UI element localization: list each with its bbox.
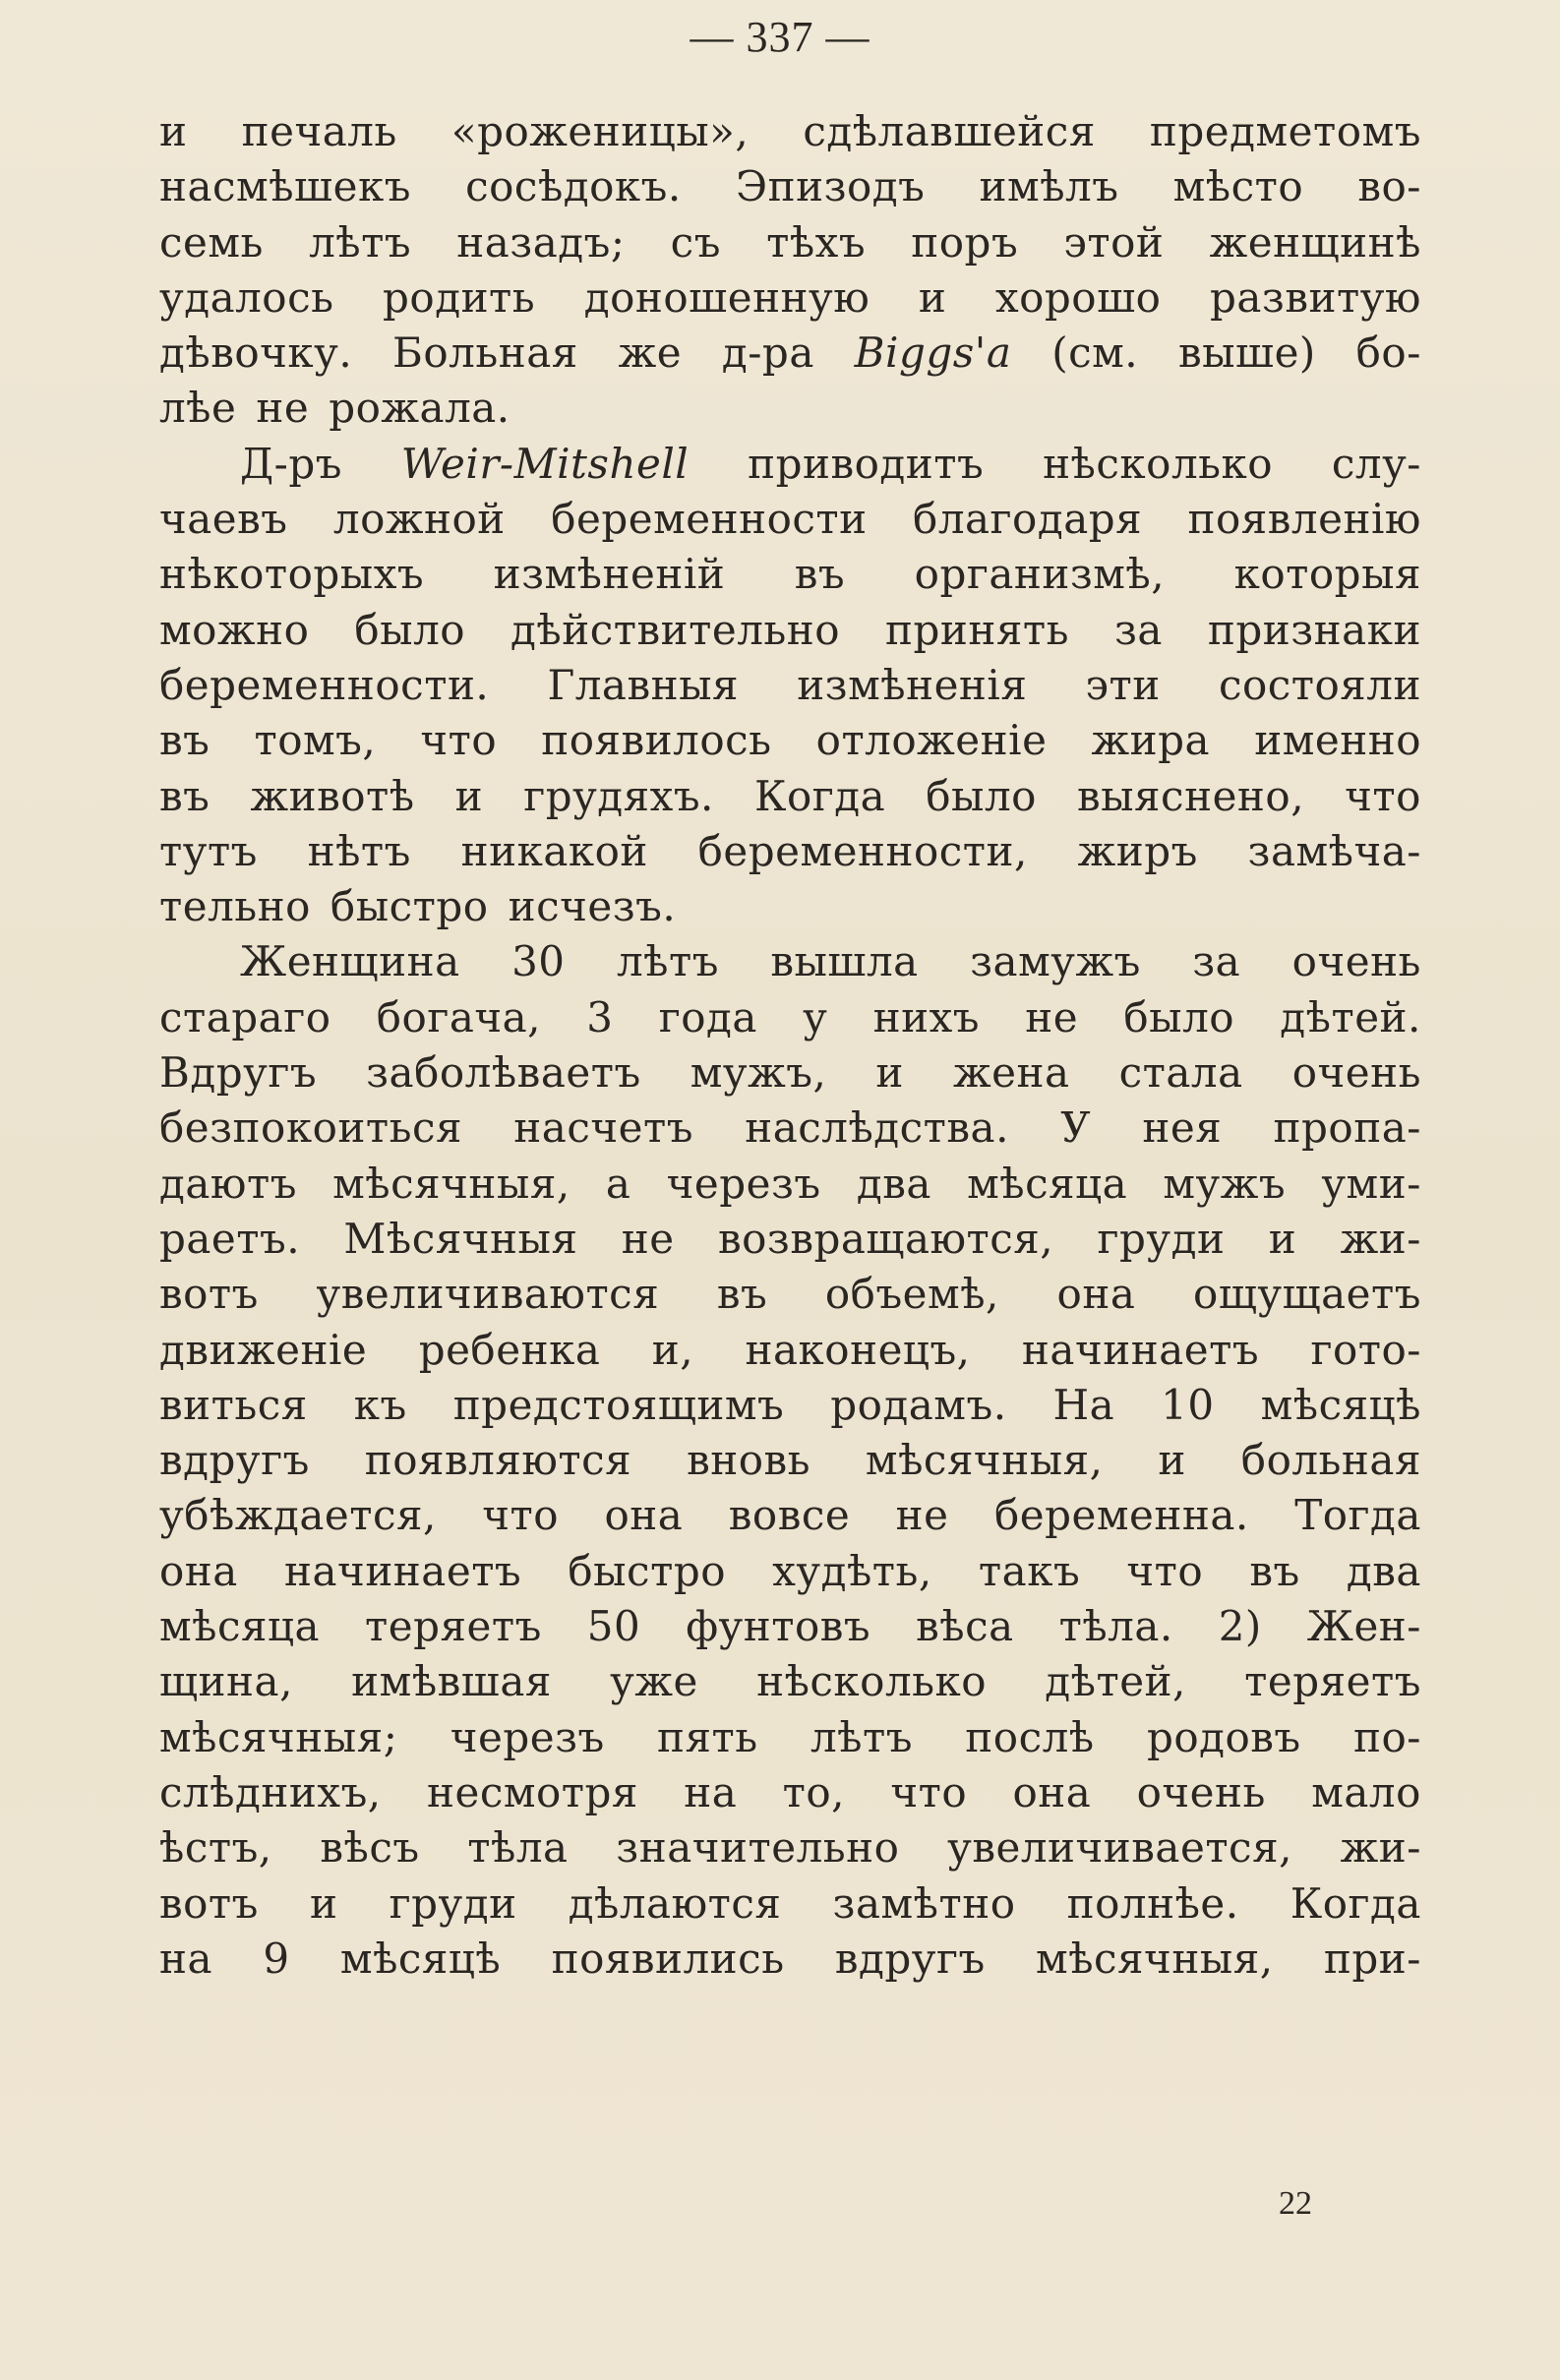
- word: Тогда: [1294, 1491, 1421, 1540]
- word: не: [256, 384, 310, 433]
- word: при-: [1323, 1934, 1421, 1983]
- word: за: [1113, 605, 1163, 654]
- word: виться: [159, 1380, 308, 1429]
- word: мужъ,: [690, 1048, 827, 1098]
- word: худѣть,: [772, 1546, 932, 1595]
- word: измѣненій: [493, 550, 726, 599]
- word: мѣсяцѣ: [1260, 1380, 1421, 1429]
- word: и: [310, 1878, 338, 1928]
- word: сдѣлавшейся: [803, 107, 1096, 155]
- text-line: [159, 326, 1421, 381]
- word: щина,: [159, 1657, 293, 1706]
- word: лѣе: [159, 384, 237, 433]
- word: Эпизодъ: [735, 162, 926, 211]
- word: два: [856, 1159, 931, 1208]
- word: на: [684, 1767, 738, 1816]
- text-line: [159, 547, 1421, 602]
- word: два: [1346, 1546, 1421, 1595]
- text-line: [159, 1488, 1421, 1543]
- word: появилось: [541, 716, 772, 765]
- word: уми-: [1321, 1159, 1421, 1208]
- word: никакой: [460, 826, 648, 875]
- text-line: [159, 1212, 1421, 1267]
- word: Когда: [1290, 1878, 1421, 1928]
- word: предстоящимъ: [452, 1380, 785, 1429]
- word: беременности: [551, 495, 868, 544]
- word: лѣтъ: [810, 1712, 913, 1761]
- word: въ: [159, 771, 210, 820]
- word: тельно: [159, 882, 311, 931]
- text-line: [159, 1267, 1421, 1322]
- word: вѣса: [916, 1602, 1014, 1651]
- word: (см.: [1051, 328, 1139, 378]
- word: Biggs'a: [854, 328, 1012, 378]
- word: она: [1012, 1767, 1092, 1816]
- text-line: [159, 934, 1421, 989]
- word: именно: [1254, 716, 1421, 765]
- word: было: [354, 605, 466, 654]
- word: Когда: [753, 771, 886, 820]
- word: что: [1345, 771, 1421, 820]
- text-line: [159, 1045, 1421, 1101]
- word: семь: [159, 217, 264, 267]
- word: насчетъ: [513, 1103, 693, 1153]
- word: она: [1056, 1270, 1136, 1319]
- word: развитую: [1210, 272, 1421, 322]
- word: черезъ: [666, 1159, 821, 1208]
- word: начинаетъ: [284, 1546, 522, 1595]
- word: имѣлъ: [979, 162, 1119, 211]
- word: мужъ: [1163, 1159, 1287, 1208]
- word: У: [1060, 1103, 1092, 1153]
- word: принять: [885, 605, 1069, 654]
- word: и: [159, 107, 188, 155]
- word: выше): [1177, 328, 1316, 378]
- word: замѣтно: [832, 1878, 1016, 1928]
- word: и,: [651, 1325, 694, 1374]
- word: рожала.: [329, 384, 510, 433]
- word: и: [875, 1048, 904, 1098]
- word: организмѣ,: [914, 550, 1166, 599]
- word: мало: [1311, 1767, 1421, 1816]
- word: Д-ръ: [240, 439, 342, 488]
- text-line: [159, 215, 1421, 270]
- word: нѣсколько: [1043, 439, 1274, 488]
- word: мѣсячныя;: [159, 1712, 398, 1761]
- word: этой: [1063, 217, 1165, 267]
- text-line: [159, 769, 1421, 824]
- text-line: [159, 1433, 1421, 1488]
- word: а: [605, 1159, 631, 1208]
- text-line: [159, 1101, 1421, 1156]
- word: груди: [389, 1878, 517, 1928]
- word: во-: [1357, 162, 1421, 211]
- word: тутъ: [159, 826, 258, 875]
- word: предметомъ: [1149, 107, 1421, 155]
- text-line: [159, 658, 1421, 713]
- word: очень: [1291, 1048, 1421, 1098]
- word: богача,: [376, 992, 542, 1041]
- word: благодаря: [913, 495, 1143, 544]
- text-line: [159, 1710, 1421, 1765]
- word: движеніе: [159, 1325, 368, 1374]
- word: мѣсто: [1172, 162, 1304, 211]
- word: за: [1192, 937, 1241, 986]
- word: наслѣдства.: [745, 1103, 1009, 1153]
- word: родовъ: [1146, 1712, 1301, 1761]
- text-line: [159, 603, 1421, 658]
- word: мѣсяца: [967, 1159, 1128, 1208]
- word: пропа-: [1273, 1103, 1421, 1153]
- word: жира: [1091, 716, 1211, 765]
- word: хорошо: [994, 272, 1162, 322]
- word: 50: [586, 1602, 641, 1651]
- word: вотъ: [159, 1878, 259, 1928]
- word: Жен-: [1306, 1602, 1421, 1651]
- word: стараго: [159, 992, 331, 1041]
- word: признаки: [1207, 605, 1421, 654]
- word: несмотря: [426, 1767, 638, 1816]
- word: появленію: [1187, 495, 1421, 544]
- word: было: [1123, 992, 1235, 1041]
- word: Вдругъ: [159, 1048, 318, 1098]
- word: увеличиваются: [316, 1270, 660, 1319]
- word: появляются: [364, 1436, 632, 1485]
- word: Главныя: [547, 660, 740, 709]
- word: вышла: [770, 937, 919, 986]
- word: то,: [782, 1767, 845, 1816]
- word: года: [658, 992, 757, 1041]
- word: 3: [586, 992, 614, 1041]
- word: къ: [353, 1380, 407, 1429]
- text-line: [159, 437, 1421, 492]
- word: нѣсколько: [756, 1657, 988, 1706]
- word: чаевъ: [159, 495, 288, 544]
- word: заболѣваетъ: [366, 1048, 641, 1098]
- word: наконецъ,: [745, 1325, 971, 1374]
- word: по-: [1352, 1712, 1421, 1761]
- word: послѣ: [965, 1712, 1095, 1761]
- word: теряетъ: [365, 1602, 542, 1651]
- word: поръ: [911, 217, 1019, 267]
- word: дѣтей.: [1280, 992, 1421, 1041]
- word: что: [890, 1767, 968, 1816]
- word: Женщина: [240, 937, 460, 986]
- word: родамъ.: [830, 1380, 1007, 1429]
- word: ощущаетъ: [1193, 1270, 1421, 1319]
- word: значительно: [616, 1823, 900, 1873]
- word: замужъ: [970, 937, 1141, 986]
- word: женщинѣ: [1209, 217, 1421, 267]
- word: лѣтъ: [309, 217, 412, 267]
- text-line: [159, 1378, 1421, 1433]
- word: что: [1126, 1546, 1204, 1595]
- word: появились: [551, 1934, 785, 1983]
- word: что: [420, 716, 498, 765]
- word: печаль: [241, 107, 397, 155]
- word: такъ: [978, 1546, 1081, 1595]
- word: она: [159, 1546, 238, 1595]
- word: мѣсячныя,: [1036, 1934, 1274, 1983]
- word: которыя: [1233, 550, 1421, 599]
- word: вѣсъ: [320, 1823, 420, 1873]
- word: не: [1025, 992, 1079, 1041]
- word: Мѣсячныя: [343, 1214, 578, 1263]
- word: въ: [794, 550, 846, 599]
- text-line: [159, 1599, 1421, 1654]
- word: съ: [670, 217, 721, 267]
- word: возвращаются,: [717, 1214, 1054, 1263]
- word: исчезъ.: [508, 882, 677, 931]
- word: очень: [1291, 937, 1421, 986]
- word: Weir-Mitshell: [400, 439, 690, 488]
- word: тѣхъ: [766, 217, 867, 267]
- word: имѣвшая: [351, 1657, 552, 1706]
- word: беременна.: [993, 1491, 1249, 1540]
- text-line: [159, 879, 1421, 934]
- word: теряетъ: [1244, 1657, 1421, 1706]
- word: и: [454, 771, 484, 820]
- word: ложной: [332, 495, 506, 544]
- word: очень: [1136, 1767, 1266, 1816]
- word: дѣтей,: [1045, 1657, 1186, 1706]
- word: родить: [383, 272, 536, 322]
- word: 30: [511, 937, 566, 986]
- word: гото-: [1310, 1325, 1421, 1374]
- body-text: [159, 104, 1421, 1987]
- text-line: [159, 713, 1421, 768]
- text-line: [159, 492, 1421, 547]
- word: выяснено,: [1076, 771, 1305, 820]
- word: безпокоиться: [159, 1103, 462, 1153]
- word: больная: [1240, 1436, 1421, 1485]
- word: эти: [1085, 660, 1161, 709]
- word: «роженицы»,: [450, 107, 750, 155]
- word: въ: [1249, 1546, 1300, 1595]
- word: что: [482, 1491, 560, 1540]
- word: беременности.: [159, 660, 490, 709]
- word: мѣсячныя,: [865, 1436, 1104, 1485]
- text-line: [159, 1820, 1421, 1875]
- word: черезъ: [450, 1712, 605, 1761]
- word: не: [621, 1214, 675, 1263]
- word: быстро: [568, 1546, 726, 1595]
- word: бо-: [1355, 328, 1421, 378]
- text-line: [159, 1654, 1421, 1709]
- word: и: [1268, 1214, 1297, 1263]
- word: было: [926, 771, 1037, 820]
- word: жиръ: [1077, 826, 1198, 875]
- word: нея: [1142, 1103, 1223, 1153]
- word: жи-: [1340, 1214, 1421, 1263]
- word: животѣ: [250, 771, 415, 820]
- word: жена: [953, 1048, 1070, 1098]
- word: и: [918, 272, 947, 322]
- word: состояли: [1218, 660, 1421, 709]
- word: дѣлаются: [568, 1878, 782, 1928]
- word: жи-: [1340, 1823, 1421, 1873]
- word: въ: [159, 716, 210, 765]
- word: томъ,: [254, 716, 377, 765]
- text-line: [159, 381, 1421, 436]
- word: беременности,: [697, 826, 1028, 875]
- word: полнѣе.: [1066, 1878, 1239, 1928]
- text-line: [159, 104, 1421, 159]
- text-line: [159, 1544, 1421, 1599]
- word: слѣднихъ,: [159, 1767, 382, 1816]
- word: дѣвочку.: [159, 328, 353, 378]
- word: мѣсяцѣ: [339, 1934, 502, 1983]
- word: мѣсяца: [159, 1602, 321, 1651]
- word: слу-: [1331, 439, 1421, 488]
- word: удалось: [159, 272, 334, 322]
- word: На: [1052, 1380, 1115, 1429]
- word: 2): [1218, 1602, 1262, 1651]
- word: груди: [1097, 1214, 1226, 1263]
- word: грудяхъ.: [523, 771, 714, 820]
- word: фунтовъ: [686, 1602, 871, 1651]
- text-line: [159, 1932, 1421, 1987]
- word: у: [803, 992, 828, 1041]
- word: нѣтъ: [307, 826, 411, 875]
- text-line: [159, 990, 1421, 1045]
- word: въ: [716, 1270, 768, 1319]
- word: быстро: [330, 882, 489, 931]
- text-line: [159, 270, 1421, 326]
- word: можно: [159, 605, 310, 654]
- text-line: [159, 1765, 1421, 1820]
- word: убѣждается,: [159, 1491, 437, 1540]
- word: доношенную: [583, 272, 870, 322]
- word: даютъ: [159, 1159, 297, 1208]
- word: д-ра: [721, 328, 814, 378]
- signature-mark: 22: [1279, 2185, 1312, 2222]
- word: нѣкоторыхъ: [159, 550, 425, 599]
- word: отложеніе: [815, 716, 1048, 765]
- word: раетъ.: [159, 1214, 301, 1263]
- word: лѣтъ: [616, 937, 719, 986]
- word: 10: [1161, 1380, 1215, 1429]
- word: насмѣшекъ: [159, 162, 411, 211]
- word: ѣстъ,: [159, 1823, 272, 1873]
- word: вдругъ: [159, 1436, 310, 1485]
- word: вотъ: [159, 1270, 259, 1319]
- word: мѣсячныя,: [332, 1159, 570, 1208]
- word: увеличивается,: [947, 1823, 1292, 1873]
- word: приводитъ: [748, 439, 985, 488]
- word: тѣла.: [1058, 1602, 1173, 1651]
- word: назадъ;: [456, 217, 626, 267]
- word: пять: [657, 1712, 758, 1761]
- page-number: — 337 —: [690, 13, 870, 61]
- word: уже: [610, 1657, 698, 1706]
- word: она: [604, 1491, 684, 1540]
- word: ребенка: [418, 1325, 601, 1374]
- word: дѣйствительно: [510, 605, 841, 654]
- word: на: [159, 1934, 213, 1983]
- text-line: [159, 824, 1421, 879]
- word: нихъ: [872, 992, 981, 1041]
- word: тѣла: [467, 1823, 569, 1873]
- text-line: [159, 1157, 1421, 1212]
- word: вдругъ: [834, 1934, 986, 1983]
- word: 9: [263, 1934, 290, 1983]
- word: же: [618, 328, 683, 378]
- word: замѣча-: [1247, 826, 1421, 875]
- word: вовсе: [728, 1491, 851, 1540]
- word: измѣненія: [797, 660, 1028, 709]
- word: и: [1158, 1436, 1186, 1485]
- text-line: [159, 159, 1421, 214]
- word: объемѣ,: [824, 1270, 999, 1319]
- word: начинаетъ: [1021, 1325, 1260, 1374]
- word: стала: [1118, 1048, 1243, 1098]
- word: сосѣдокъ.: [465, 162, 682, 211]
- word: вновь: [687, 1436, 811, 1485]
- word: не: [895, 1491, 949, 1540]
- word: Больная: [392, 328, 578, 378]
- text-line: [159, 1323, 1421, 1378]
- text-line: [159, 1876, 1421, 1932]
